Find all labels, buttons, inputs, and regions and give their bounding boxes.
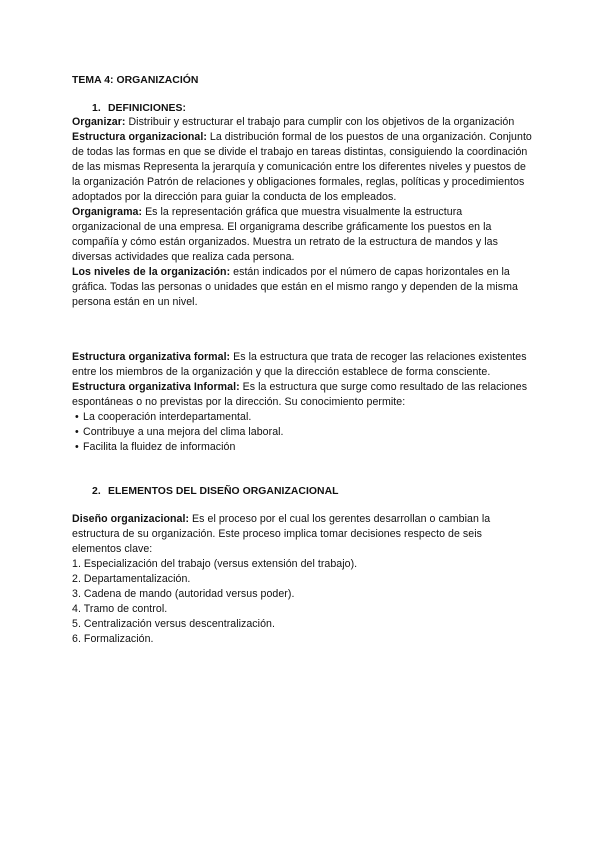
list-item xyxy=(72,410,534,425)
definitions-block xyxy=(72,115,534,310)
section-heading-elementos xyxy=(92,484,339,499)
list-item: 4. Tramo de control. xyxy=(72,603,168,615)
list-item: 1. Especialización del trabajo (versus extensión del trabajo). xyxy=(72,558,358,570)
definition-organizar xyxy=(72,115,534,130)
definition-term: Los niveles de la organización: xyxy=(72,266,231,278)
definition-estructura-formal xyxy=(72,350,534,380)
list-item: 2. Departamentalización. xyxy=(72,573,191,585)
definition-niveles xyxy=(72,265,534,310)
definition-term: Diseño organizacional: xyxy=(72,513,190,525)
definition-term: Organizar: xyxy=(72,116,126,128)
numbered-list xyxy=(72,557,534,647)
definition-term: Estructura organizativa formal: xyxy=(72,351,231,363)
definition-text: están indicados por el número de capas horizontales en la gráfica. Todas las personas o unidades que están en el mismo rango y dependen de la misma persona están en un nivel. xyxy=(72,266,518,308)
definition-text: La distribución formal de los puestos de una organización. Conjunto de todas las formas en que se divide el trabajo en tareas distintas, consiguiendo la coordinación de las mismas Representa la jerarquía y comunicación entre los diferentes niveles y puestos de la organización Patrón de relaciones y obligaciones formales, reglas, políticas y procedimientos adoptados por la dirección para guiar la conducta de los empleados. xyxy=(72,131,532,203)
definition-organigrama xyxy=(72,205,534,265)
list-item xyxy=(72,425,534,440)
definition-term: Estructura organizativa Informal: xyxy=(72,381,240,393)
definition-text: Es el proceso por el cual los gerentes desarrollan o cambian la estructura de su organización. Este proceso implica tomar decisiones respecto de seis elementos clave: xyxy=(72,513,491,555)
definition-estructura-informal xyxy=(72,380,534,410)
definition-estructura-organizacional xyxy=(72,130,534,205)
section-title: DEFINICIONES: xyxy=(108,103,187,114)
definitions-block-2 xyxy=(72,350,534,455)
diseno-block xyxy=(72,512,534,647)
definition-term: Organigrama: xyxy=(72,206,143,218)
list-item-text: Contribuye a una mejora del clima laboral. xyxy=(83,426,284,438)
list-item: 3. Cadena de mando (autoridad versus poder). xyxy=(72,588,295,600)
list-item xyxy=(72,440,534,455)
document-title: TEMA 4: ORGANIZACIÓN xyxy=(72,75,199,86)
list-item-text: La cooperación interdepartamental. xyxy=(83,411,252,423)
bullet-icon: • xyxy=(75,411,79,423)
list-item-text: Facilita la fluidez de información xyxy=(83,441,236,453)
definition-text: Es la estructura que surge como resultado de las relaciones espontáneas o no previstas por la dirección. Su conocimiento permite: xyxy=(72,381,528,408)
definition-text: Distribuir y estructurar el trabajo para cumplir con los objetivos de la organización xyxy=(125,116,515,128)
bullet-list xyxy=(72,410,534,455)
definition-diseno-organizacional xyxy=(72,512,534,557)
section-heading-definiciones xyxy=(92,101,186,116)
definition-term: Estructura organizacional: xyxy=(72,131,207,143)
bullet-icon: • xyxy=(75,426,79,438)
bullet-icon: • xyxy=(75,441,79,453)
definition-text: Es la estructura que trata de recoger las relaciones existentes entre los miembros de la organización y que la dirección establece de forma consciente. xyxy=(72,351,527,378)
section-number: 1. xyxy=(92,103,101,114)
list-item: 5. Centralización versus descentralización. xyxy=(72,618,275,630)
list-item: 6. Formalización. xyxy=(72,633,154,645)
definition-text: Es la representación gráfica que muestra visualmente la estructura organizacional de una empresa. El organigrama describe gráficamente los puestos en la compañía y cómo están organizados. Muestra un retrato de la estructura de mandos y las diversas actividades que realiza cada persona. xyxy=(72,206,498,263)
section-title: ELEMENTOS DEL DISEÑO ORGANIZACIONAL xyxy=(108,486,339,497)
section-number: 2. xyxy=(92,486,101,497)
